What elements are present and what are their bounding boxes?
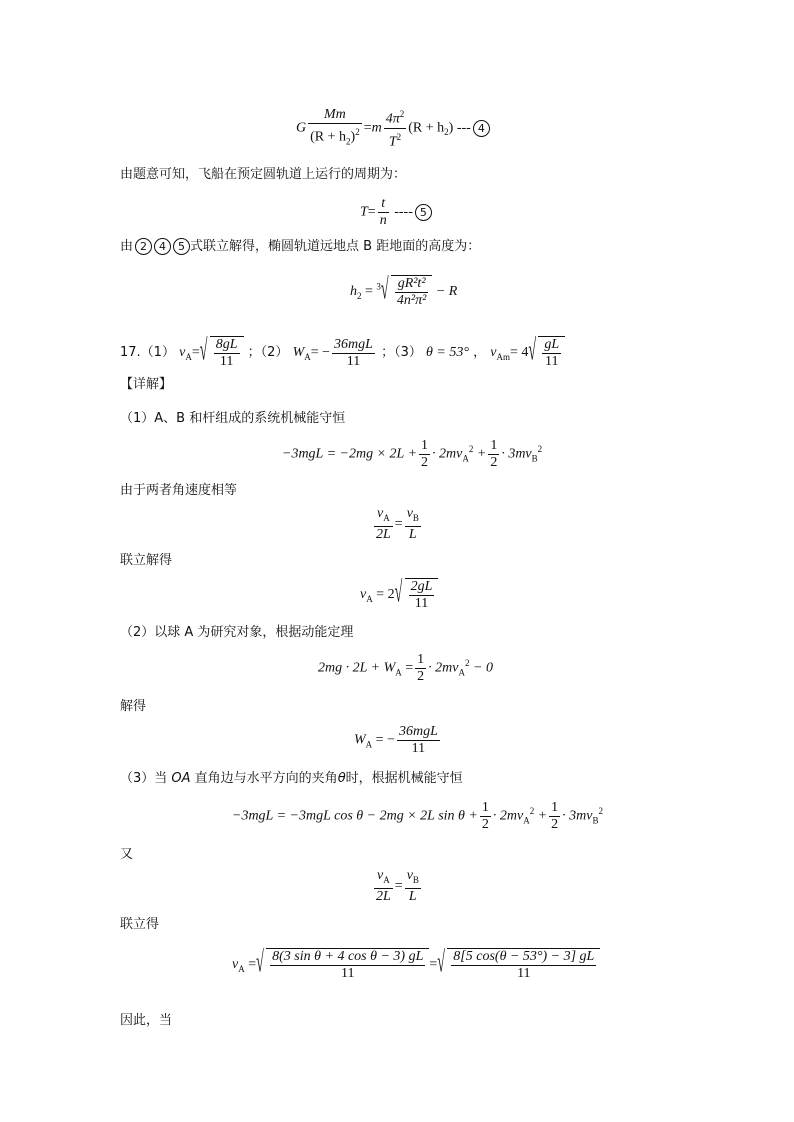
equation-va: $v_A = 2$ √ $\frac{2gL}{11}$ [360,578,438,612]
paragraph-part3: （3）当 OA 直角边与水平方向的夹角θ时，根据机械能守恒 [120,771,463,786]
circled-number-4: 4 [473,120,490,137]
detail-heading: 【详解】 [120,377,173,392]
circled-number-5b: 5 [173,238,190,255]
paragraph-angular: 由于两者角速度相等 [120,483,238,498]
paragraph-thus: 因此，当 [120,1013,173,1028]
paragraph-also: 又 [120,847,134,862]
equation-final: $v_A$ = √ $\frac{\text{8(3 sin θ + 4 cos θ − 3) gL}}{11}$ = √ $\frac{8[5 \cos(\theta - 53^\circ) - 3] gL}{11}$ [232,948,600,982]
paragraph-part1: （1）A、B 和杆组成的系统机械能守恒 [120,411,346,426]
paragraph-solve: 由 2 4 5 式联立解得，椭圆轨道远地点 B 距地面的高度为： [120,239,481,254]
equation-energy-1: −3mgL = −2mg × 2L + $\frac{1}{2}$ · $2mv_A^2$ + $\frac{1}{2}$ · $3mv_B^2$ [282,438,543,470]
paragraph-part2: （2）以球 A 为研究对象，根据动能定理 [120,625,354,640]
equation-wa: $W_A$ = − $\frac{\text{36mgL}}{11}$ [354,724,438,756]
paragraph-joint-1: 联立解得 [120,553,173,568]
answer-17: 17.（1） $v_A=$ √ $\frac{8gL}{11}$ ；（2） $W_A=$ − $\frac{\text{36mgL}}{11}$ ；（3） θ = 53° ， $v_{Am}= 4$ √ $\frac{gL}{11}$ [120,336,565,370]
circled-number-5: 5 [415,204,432,221]
equation-kinetic: $2mg \cdot 2L + W_A$ = $\frac{1}{2}$ · $2mv_A^2 - 0$ [318,652,493,684]
paragraph-get: 解得 [120,699,147,714]
equation-energy-2: −3mgL = −3mgL cos θ − 2mg × 2L sin θ + $\frac{1}{2}$ · $2mv_A^2$ + $\frac{1}{2}$ · $3mv_B^2$ [232,800,603,832]
equation-4: G $\frac{Mm}{(R + h_2)^2}$ =m $\frac{4\pi^2}{T^2}$ $(R + h_2)$ --- 4 [296,106,490,150]
equation-h2: $h_2 = ^3$ √ $\frac{\text{gR²t²}}{\text{4n²π²}}$ − R [350,275,457,309]
circled-number-2: 2 [135,238,152,255]
equation-ratio-1: $\frac{v_A}{2L}$ = $\frac{v_B}{L}$ [376,506,419,542]
equation-5: T= $\frac{t}{n}$ ---- 5 [360,196,432,229]
paragraph-period: 由题意可知，飞船在预定圆轨道上运行的周期为： [120,167,407,182]
paragraph-joint-2: 联立得 [120,917,160,932]
equation-ratio-2: $\frac{v_A}{2L}$ = $\frac{v_B}{L}$ [376,868,419,904]
circled-number-4b: 4 [154,238,171,255]
